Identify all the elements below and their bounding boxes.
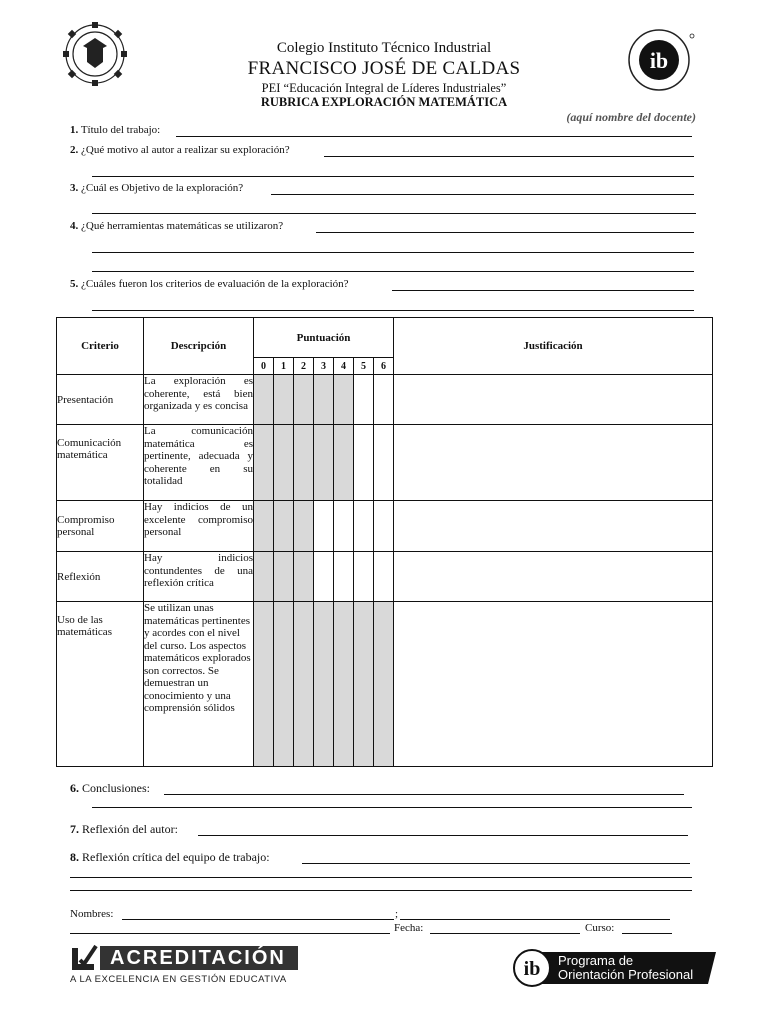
- criterion-label: Comunicación matemática: [57, 425, 144, 501]
- score-cell[interactable]: [294, 425, 314, 501]
- score-header: 6: [374, 358, 394, 375]
- criterion-label: Presentación: [57, 375, 144, 425]
- answer-line[interactable]: [164, 794, 684, 795]
- date-label: Fecha:: [394, 922, 424, 934]
- answer-line[interactable]: [92, 176, 694, 177]
- criterion-description: La comunicación matemática es pertinente, adecuada y coherente en su totalidad: [144, 425, 254, 501]
- acreditacion-title: ACREDITACIÓN: [110, 947, 286, 969]
- criterion-label: Uso de las matemáticas: [57, 602, 144, 767]
- justification-cell[interactable]: [394, 602, 713, 767]
- svg-text:ib: ib: [523, 958, 541, 980]
- score-cell[interactable]: [374, 602, 394, 767]
- question-3: 3. ¿Cuál es Objetivo de la exploración?: [70, 182, 244, 194]
- question-4: 4. ¿Qué herramientas matemáticas se utilizaron?: [70, 220, 284, 232]
- answer-line[interactable]: [92, 310, 694, 311]
- question-6: 6. Conclusiones:: [70, 781, 150, 795]
- score-cell[interactable]: [274, 501, 294, 552]
- question-8: 8. Reflexión crítica del equipo de trabajo:: [70, 850, 270, 864]
- score-cell[interactable]: [294, 501, 314, 552]
- document-title: RUBRICA EXPLORACIÓN MATEMÁTICA: [260, 95, 508, 109]
- justification-cell[interactable]: [394, 501, 713, 552]
- acreditacion-subtitle: A LA EXCELENCIA EN GESTIÓN EDUCATIVA: [70, 974, 287, 985]
- separator: ;: [395, 908, 399, 920]
- course-line[interactable]: [622, 933, 672, 934]
- date-line[interactable]: [430, 933, 580, 934]
- acreditacion-logo: [70, 944, 310, 988]
- score-cell[interactable]: [254, 602, 274, 767]
- table-row: [57, 602, 713, 767]
- score-cell[interactable]: [274, 425, 294, 501]
- header-justificacion: Justificación: [394, 318, 713, 375]
- score-cell[interactable]: [314, 501, 334, 552]
- answer-line[interactable]: [70, 890, 692, 891]
- answer-line[interactable]: [302, 863, 690, 864]
- answer-line[interactable]: [316, 232, 694, 233]
- checkmark-logo-icon: [70, 944, 98, 972]
- question-5: 5. ¿Cuáles fueron los criterios de evaluación de la exploración?: [70, 278, 349, 290]
- score-cell[interactable]: [374, 425, 394, 501]
- score-cell[interactable]: [254, 375, 274, 425]
- table-row: [57, 425, 713, 501]
- ib-program-badge: [512, 948, 716, 988]
- score-cell[interactable]: [314, 552, 334, 602]
- header-puntuacion: Puntuación: [254, 318, 394, 358]
- score-cell[interactable]: [334, 425, 354, 501]
- answer-line[interactable]: [70, 877, 692, 878]
- score-cell[interactable]: [254, 501, 274, 552]
- question-1: 1. Título del trabajo:: [70, 124, 161, 136]
- criterion-label: Reflexión: [57, 552, 144, 602]
- names-line[interactable]: [400, 919, 670, 920]
- question-2: 2. ¿Qué motivo al autor a realizar su exploración?: [70, 144, 290, 156]
- score-cell[interactable]: [354, 552, 374, 602]
- ib-program-line2: Orientación Profesional: [558, 967, 694, 982]
- score-cell[interactable]: [274, 552, 294, 602]
- school-name-line: Colegio Instituto Técnico Industrial: [276, 40, 492, 56]
- justification-cell[interactable]: [394, 375, 713, 425]
- score-header: 3: [314, 358, 334, 375]
- names-line[interactable]: [122, 919, 394, 920]
- teacher-name-placeholder: (aquí nombre del docente): [566, 110, 696, 124]
- score-cell[interactable]: [354, 425, 374, 501]
- course-label: Curso:: [585, 922, 615, 934]
- table-row: [57, 552, 713, 602]
- school-title: FRANCISCO JOSÉ DE CALDAS: [247, 58, 521, 79]
- answer-line[interactable]: [198, 835, 688, 836]
- score-cell[interactable]: [354, 501, 374, 552]
- score-cell[interactable]: [334, 552, 354, 602]
- score-cell[interactable]: [334, 501, 354, 552]
- score-cell[interactable]: [294, 552, 314, 602]
- answer-line[interactable]: [392, 290, 694, 291]
- score-cell[interactable]: [354, 602, 374, 767]
- criterion-description: Hay indicios contundentes de una reflexión crítica: [144, 552, 254, 602]
- score-cell[interactable]: [254, 552, 274, 602]
- answer-line[interactable]: [92, 807, 692, 808]
- criterion-description: La exploración es coherente, está bien organizada y es concisa: [144, 375, 254, 425]
- score-cell[interactable]: [314, 425, 334, 501]
- svg-text:ib: ib: [649, 48, 669, 73]
- score-cell[interactable]: [274, 375, 294, 425]
- answer-line[interactable]: [92, 213, 696, 214]
- justification-cell[interactable]: [394, 425, 713, 501]
- score-cell[interactable]: [374, 552, 394, 602]
- score-cell[interactable]: [254, 425, 274, 501]
- criterion-label: Compromiso personal: [57, 501, 144, 552]
- criterion-description: Se utilizan unas matemáticas pertinentes y acordes con el nivel del curso. Los aspectos matemáticos explorados son correctos. Se demuestran un conocimiento y una comprensión sólidos: [144, 602, 254, 767]
- score-header: 4: [334, 358, 354, 375]
- rubric-table: [56, 317, 713, 767]
- score-cell[interactable]: [274, 602, 294, 767]
- answer-line[interactable]: [324, 156, 694, 157]
- justification-cell[interactable]: [394, 552, 713, 602]
- score-cell[interactable]: [314, 375, 334, 425]
- score-cell[interactable]: [374, 375, 394, 425]
- score-cell[interactable]: [334, 602, 354, 767]
- names-line[interactable]: [70, 933, 390, 934]
- score-cell[interactable]: [294, 375, 314, 425]
- header-descripcion: Descripción: [144, 318, 254, 375]
- score-cell[interactable]: [314, 602, 334, 767]
- score-header: 5: [354, 358, 374, 375]
- names-label: Nombres:: [70, 908, 114, 920]
- answer-line[interactable]: [92, 271, 694, 272]
- score-header: 1: [274, 358, 294, 375]
- score-cell[interactable]: [374, 501, 394, 552]
- answer-line[interactable]: [92, 252, 694, 253]
- table-row: [57, 375, 713, 425]
- score-cell[interactable]: [334, 375, 354, 425]
- score-header: 0: [254, 358, 274, 375]
- answer-line[interactable]: [176, 136, 692, 137]
- criterion-description: Hay indicios de un excelente compromiso personal: [144, 501, 254, 552]
- table-row: [57, 501, 713, 552]
- question-7: 7. Reflexión del autor:: [70, 822, 178, 836]
- pei-line: PEI “Educación Integral de Líderes Industriales”: [261, 81, 507, 95]
- ib-program-line1: Programa de: [558, 953, 634, 968]
- score-cell[interactable]: [354, 375, 374, 425]
- answer-line[interactable]: [271, 194, 694, 195]
- score-header: 2: [294, 358, 314, 375]
- header-criterio: Criterio: [57, 318, 144, 375]
- score-cell[interactable]: [294, 602, 314, 767]
